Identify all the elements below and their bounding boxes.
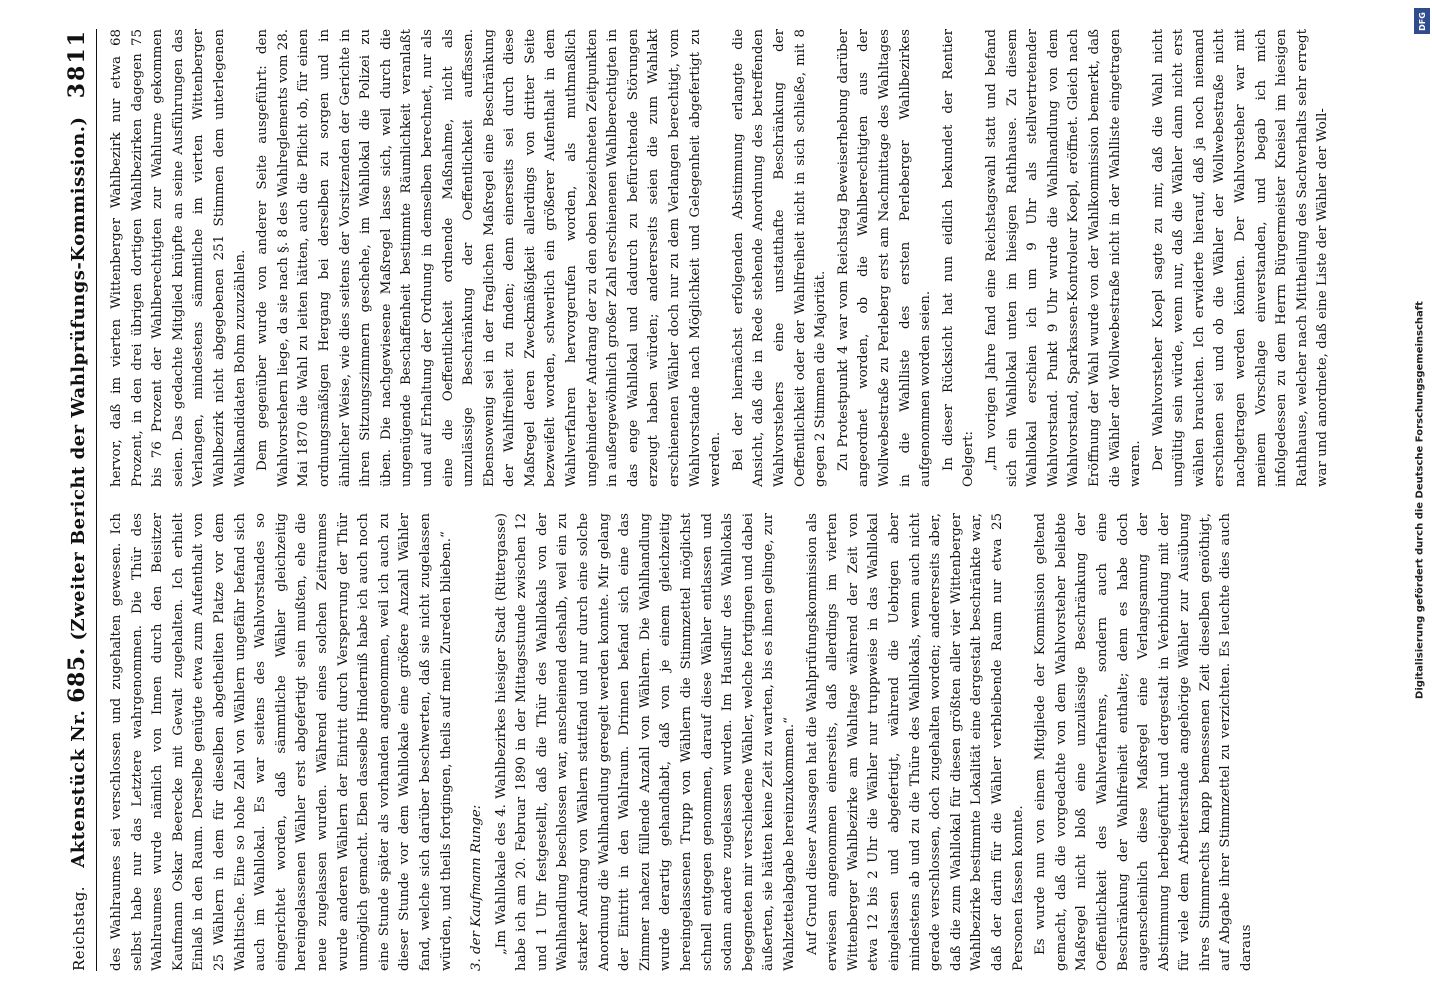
header-reichstag: Reichstag.: [70, 885, 88, 971]
text-columns: [107, 29, 1336, 971]
digitization-credit: [1410, 10, 1430, 990]
header-doc-prefix: Aktenstück Nr.: [68, 709, 89, 868]
paragraph: hervor, daß im vierten Wittenberger Wahlbezirk nur etwa 68 Prozent, in den drei übrigen dortigen Wahlbezirken dagegen 75 bis 76 Prozent der Wahlberechtigten zur Wahlurne gekommen seien. Das gedachte Mitglied knüpfte an seine Ausführungen das Verlangen, mindestens sämmtliche im vierten Wittenberger Wahlbezirk nicht abgegebenen 251 Stimmen dem unterlegenen Wahlkandidaten Bohm zuzuzählen.: [109, 29, 248, 487]
credit-text: Digitalisierung gefördert durch die Deutsche Forschungsgemeinschaft: [1414, 301, 1426, 699]
witness-heading: 3. der Kaufmann Runge:: [469, 804, 485, 971]
header-doc-title: (Zweiter Bericht der Wahlprüfungs-Kommission.): [68, 116, 89, 641]
paragraph: Auf Grund dieser Aussagen hat die Wahlprüfungskommission als erwiesen angenommen einerseits, daß allerdings im vierten Wittenberger Wahlbezirke am Wahltage während der Zeit von etwa 12 bis 2 Uhr die Wähler nur truppweise in das Wahllokal eingelassen und abgefertigt, während die Uebrigen aber mindestens ab und zu die Thüre des Wahllokals, wenn auch nicht gerade verschlossen, doch zugehalten worden; andererseits aber, daß die zum Wahllokal für diesen größten aller vier Wittenberger Wahlbezirke bestimmte Lokalität eine dergestalt beschränkte war, daß der darin für die Wähler verbleibende Raum nur etwa 25 Personen fassen konnte.: [804, 513, 1026, 971]
paragraph: „Im Wahllokale des 4. Wahlbezirkes hiesiger Stadt (Rittergasse) habe ich am 20. Februar 1890 in der Mittagsstunde zwischen 12 und 1 Uhr festgestellt, daß die Thür des Wahllokals von der Wahlhandlung beschlossen war, anscheinend deshalb, weil ein zu starker Andrang von Wählern stattfand und nur durch eine solche Anordnung die Wahlhandlung geregelt werden konnte. Mir gelang der Eintritt in den Wahlraum. Drinnen befand sich eine das Zimmer nahezu füllende Anzahl von Wählern. Die Wahlhandlung wurde derartig gehandhabt, daß von je einem gleichzeitig hereingelassenen Trupp von Wählern die Stimmzettel möglichst schnell entgegen genommen, darauf diese Wähler entlassen und sodann andere zugelassen wurden. Im Hausflur des Wahllokals begegneten mir verschiedene Wähler, welche fortgingen und dabei äußerten, sie hätten keine Zeit zu warten, bis es ihnen gelinge, zur Wahlzettelabgabe hereinzukommen.“: [493, 513, 797, 971]
paragraph: „Im vorigen Jahre fand eine Reichstagswahl statt und befand sich ein Wahllokal unten im hiesigen Rathhause. Zu diesem Wahllokal erschien ich um 9 Uhr als stellvertretender Wahlvorstand. Punkt 9 Uhr wurde die Wahlhandlung von dem Wahlvorstand, Sparkassen-Kontroleur Koepl, eröffnet. Gleich nach Eröffnung der Wahl wurde von der Wahlkommission bemerkt, daß die Wähler der Wollwebestraße nicht in der Wahlliste eingetragen waren.: [983, 29, 1144, 487]
paragraph: In dieser Rücksicht hat nun eidlich bekundet der Rentier Oelgert:: [940, 29, 977, 487]
dfg-logo: [1414, 8, 1430, 34]
paragraph: Der Wahlvorsteher Koepl sagte zu mir, daß die Wahl nicht ungültig sein würde, wenn nur, daß die Wähler dann nicht erst wählen brauchten. Ich erwiderte hierauf, daß ja noch niemand erschienen sei und ob die Wähler der Wollwebestraße nicht nachgetragen werden könnten. Der Wahlvorsteher war mit meinem Vorschlage einverstanden, und begab ich mich infolgedessen zu dem Herrn Bürgermeister Kneisel im hiesigen Rathhause, welcher nach Mittheilung des Sachverhalts sehr erregt war und anordnete, daß eine Liste der Wähler der Woll-: [1150, 29, 1331, 487]
page-number: 3811: [64, 29, 90, 99]
document-page: [46, 5, 1386, 995]
header-doc-number: 685.: [64, 647, 90, 703]
paragraph: Bei der hiernächst erfolgenden Abstimmung erlangte die Ansicht, daß die in Rede stehende Anordnung des betreffenden Wahlvorstehers eine unstatthafte Beschränkung der Oeffentlichkeit oder der Wahlfreiheit nicht in sich schließe, mit 8 gegen 2 Stimmen die Majorität.: [730, 29, 829, 487]
header-title: [64, 116, 90, 867]
paragraph: Es wurde nun von einem Mitgliede der Kommission geltend gemacht, daß die vorgedachte von dem Wahlvorsteher beliebte Maßregel nicht bloß eine unzulässige Beschränkung der Oeffentlichkeit des Wahlverfahrens, sondern auch eine Beschränkung der Wahlfreiheit enthalte; denn es habe doch augenscheinlich diese Maßregel eine Verlangsamung der Abstimmung herbeigeführt und dergestalt in Verbindung mit der für viele dem Arbeiterstande angehörige Wähler zur Ausübung ihres Stimmrechts knapp bemessenen Zeit dieselben genöthigt, auf Abgabe ihrer Stimmzettel zu verzichten. Es leuchte dies auch daraus: [1033, 513, 1255, 971]
paragraph: des Wahlraumes sei verschlossen und zugehalten gewesen. Ich selbst habe nur das Letztere wahrgenommen. Die Thür des Wahlraumes wurde nämlich von Innen durch den Beisitzer Kaufmann Oskar Beerecke mit Gewalt zugehalten. Ich erhielt Einlaß in den Raum. Derselbe genügte etwa zum Aufenthalt von 25 Wählern in dem für dieselben abgetheilten Platze vor dem Wahltische. Eine so hohe Zahl von Wählern ungefähr befand sich auch im Wahllokal. Es war seitens des Wahlvorstandes so eingerichtet worden, daß sämmtliche Wähler gleichzeitig hereingelassenen Wähler erst abgefertigt sein mußten, ehe die neue zugelassen wurden. Während eines solchen Zeitraumes wurde anderen Wählern der Eintritt durch Versperrung der Thür unmöglich gemacht. Eben dasselbe Hinderniß habe ich auch noch eine Stunde später als vorhanden angenommen, weil ich auch zu dieser Stunde vor dem Wahllokale eine größere Anzahl Wähler fand, welche sich darüber beschwerten, daß sie nicht zugelassen würden, und theils fortgingen, theils auf mein Zureden blieben.“: [109, 513, 454, 971]
paragraph: Dem gegenüber wurde von anderer Seite ausgeführt: den Wahlvorstehern liege, da sie nach §. 8 des Wahlreglements vom 28. Mai 1870 die Wahl zu leiten hätten, auch die Pflicht ob, für einen ordnungsmäßigen Hergang bei derselben zu sorgen und in ähnlicher Weise, wie dies seitens der Vorsitzenden der Gerichte in ihren Sitzungszimmern geschehe, im Wahllokal die Polizei zu üben. Die nachgewiesene Maßregel lasse sich, weil durch die ungenügende Beschaffenheit bestimmte Räumlichkeit veranlaßt und auf Erhaltung der Ordnung in demselben berechnet, nur als eine die Oeffentlichkeit ordnende Maßnahme, nicht als unzulässige Beschränkung der Oeffentlichkeit auffassen. Ebensowenig sei in der fraglichen Maßregel eine Beschränkung der Wahlfreiheit zu finden; denn einerseits sei durch diese Maßregel deren Zweckmäßigkeit allerdings von dritter Seite bezweifelt worden, schwerlich ein größerer Aufenthalt in dem Wahlverfahren hervorgerufen worden, als muthmaßlich ungehinderter Andrang der zu den oben bezeichneten Zeitpunkten in außergewöhnlich großer Zahl erschienenen Wahlberechtigten in das enge Wahllokal und dadurch zu befürchtende Störungen erzeugt haben würden; andererseits seien die zum Wahlakt erschienenen Wähler doch nur zu dem Verlangen berechtigt, vom Wahlvorstande nach Möglichkeit und Gelegenheit abgefertigt zu werden.: [255, 29, 724, 487]
running-head: [64, 29, 97, 971]
paragraph: Zu Protestpunkt 4 war vom Reichstag Beweiserhebung darüber angeordnet worden, ob die Wahlberechtigten aus der Wollwebestraße zu Perleberg erst am Nachmittage des Wahltages in die Wahlliste des ersten Perleberger Wahlbezirkes aufgenommen worden seien.: [835, 29, 934, 487]
dfg-logo-text: DFG: [1417, 11, 1427, 31]
column-left: [107, 513, 1336, 971]
column-right: [107, 29, 1336, 487]
